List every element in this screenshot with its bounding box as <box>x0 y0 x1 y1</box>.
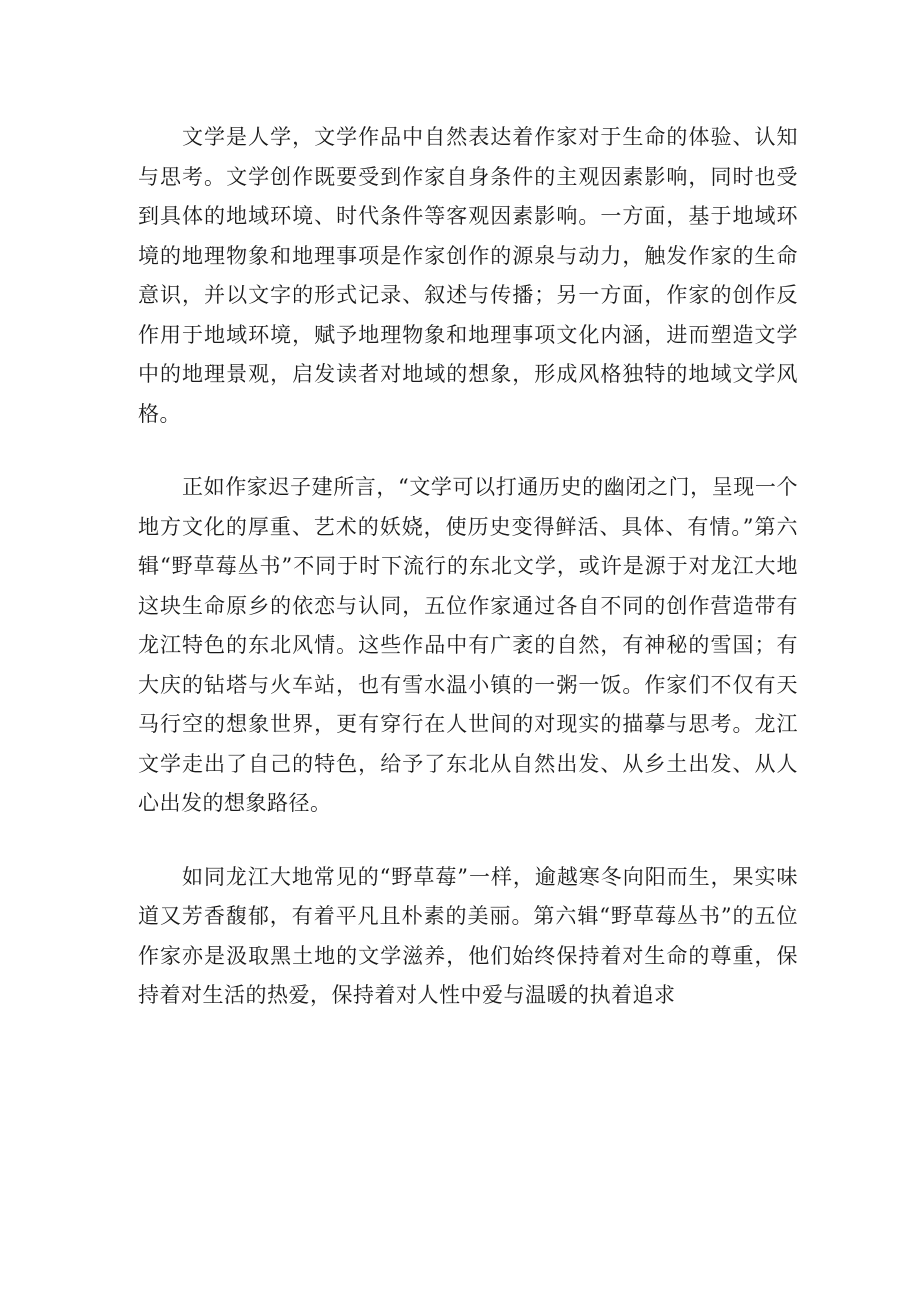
document-body <box>138 118 798 1016</box>
paragraph-2: 正如作家迟子建所言，“文学可以打通历史的幽闭之门，呈现一个地方文化的厚重、艺术的妖娆，使历史变得鲜活、具体、有情。”第六辑“野草莓丛书”不同于时下流行的东北文学，或许是源于对龙江大地这块生命原乡的依恋与认同，五位作家通过各自不同的创作营造带有龙江特色的东北风情。这些作品中有广袤的自然，有神秘的雪国；有大庆的钻塔与火车站，也有雪水温小镇的一粥一饭。作家们不仅有天马行空的想象世界，更有穿行在人世间的对现实的描摹与思考。龙江文学走出了自己的特色，给予了东北从自然出发、从乡土出发、从人心出发的想象路径。 <box>138 475 798 815</box>
paragraph-1: 文学是人学，文学作品中自然表达着作家对于生命的体验、认知与思考。文学创作既要受到作家自身条件的主观因素影响，同时也受到具体的地域环境、时代条件等客观因素影响。一方面，基于地域环境的地理物象和地理事项是作家创作的源泉与动力，触发作家的生命意识，并以文字的形式记录、叙述与传播；另一方面，作家的创作反作用于地域环境，赋予地理物象和地理事项文化内涵，进而塑造文学中的地理景观，启发读者对地域的想象，形成风格独特的地域文学风格。 <box>138 125 798 426</box>
paragraph-3: 如同龙江大地常见的“野草莓”一样，逾越寒冬向阳而生，果实味道又芳香馥郁，有着平凡且朴素的美丽。第六辑“野草莓丛书”的五位作家亦是汲取黑土地的文学滋养，他们始终保持着对生命的尊重，保持着对生活的热爱，保持着对人性中爱与温暖的执着追求 <box>138 864 798 1007</box>
